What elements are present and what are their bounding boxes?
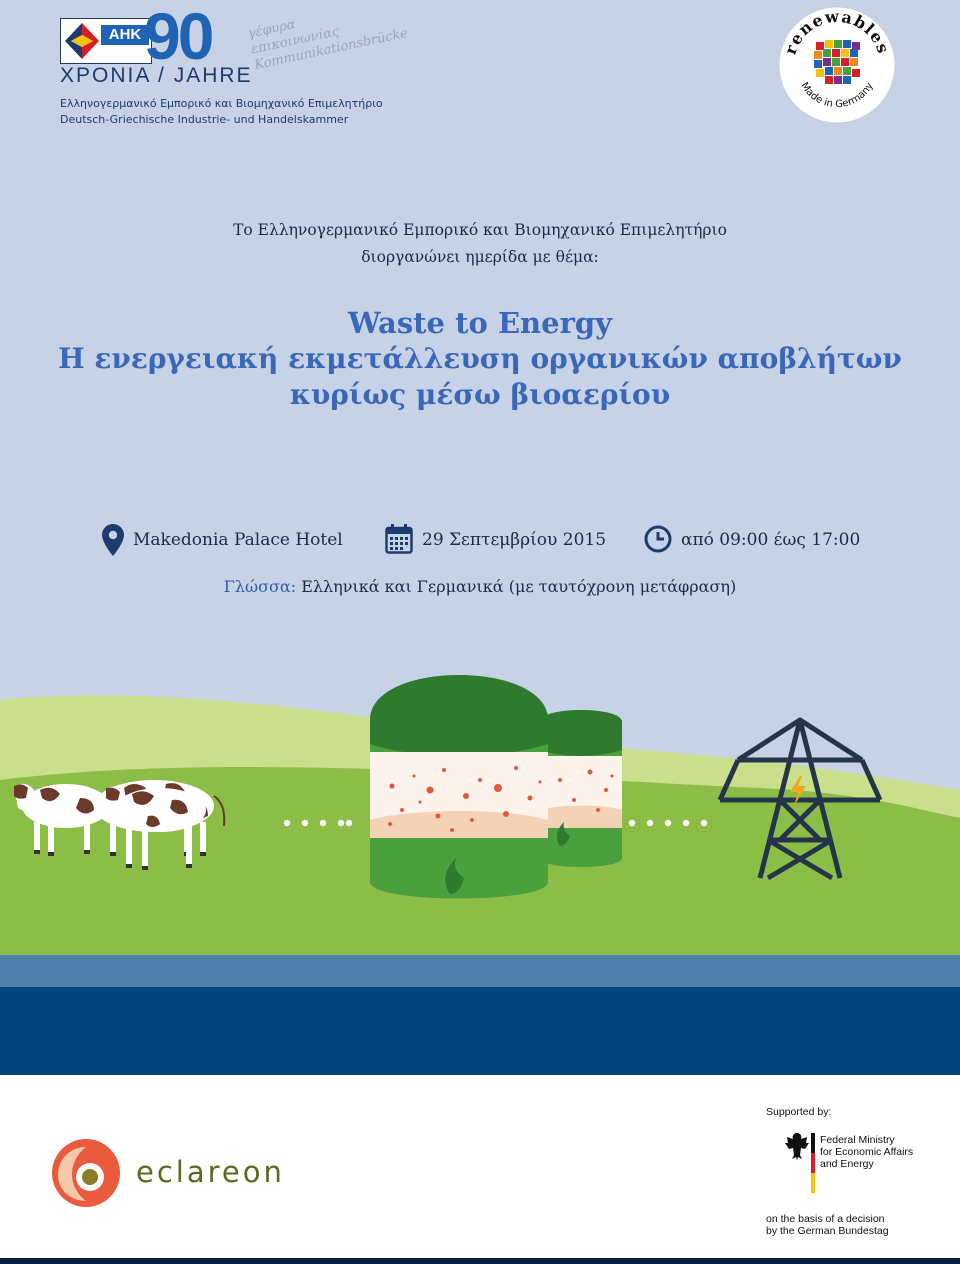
intro-line-2: διοργανώνει ημερίδα με θέμα: bbox=[361, 248, 599, 266]
basis-line-1: on the basis of a decision bbox=[766, 1213, 885, 1225]
language-label: Γλώσσα: bbox=[223, 577, 297, 596]
renewables-tagline: Made in Germany bbox=[798, 80, 876, 111]
clock-icon bbox=[644, 525, 672, 553]
ahk-name-german: Deutsch-Griechische Industrie- und Handelskammer bbox=[60, 113, 349, 126]
ahk-badge-text: AHK bbox=[101, 25, 149, 45]
title-english: Waste to Energy bbox=[348, 306, 612, 340]
date-text: 29 Σεπτεμβρίου 2015 bbox=[422, 530, 607, 550]
ahk-90-years-logo bbox=[60, 0, 410, 129]
eclareon-logo-icon bbox=[50, 1137, 122, 1209]
ministry-line-2: for Economic Affairs bbox=[820, 1146, 914, 1158]
bottom-strip bbox=[0, 1258, 960, 1264]
venue-text: Makedonia Palace Hotel bbox=[133, 530, 343, 550]
ahk-badge bbox=[60, 18, 152, 64]
eclareon-name: eclareon bbox=[136, 1155, 285, 1189]
supported-by-label: Supported by: bbox=[766, 1106, 832, 1118]
intro-line-1: Το Ελληνογερμανικό Εμπορικό και Βιομηχανικό Επιμελητήριο bbox=[233, 221, 727, 239]
biogas-tank-small bbox=[540, 710, 622, 867]
ahk-name-greek: Ελληνογερμανικό Εμπορικό και Βιομηχανικό Επιμελητήριο bbox=[60, 97, 383, 110]
title-greek-line-2: κυρίως μέσω βιοαερίου bbox=[289, 378, 671, 411]
intro-text bbox=[0, 217, 960, 271]
language-line bbox=[0, 577, 960, 596]
title-greek-line-1: Η ενεργειακή εκμετάλλευση οργανικών αποβλήτων bbox=[58, 342, 902, 375]
ministry-line-1: Federal Ministry bbox=[820, 1134, 895, 1146]
renewables-made-in-germany-badge bbox=[776, 4, 898, 126]
ahk-slogan: γέφυρα επικοινωνίας Kommunikationsbrücke bbox=[246, 17, 410, 74]
biogas-landscape-illustration bbox=[0, 640, 960, 955]
event-title bbox=[0, 305, 960, 413]
ahk-years: ΧΡΟΝΙΑ / JAHRE bbox=[60, 64, 253, 87]
federal-eagle-icon bbox=[784, 1131, 810, 1161]
time-text: από 09:00 έως 17:00 bbox=[681, 530, 861, 550]
language-value: Ελληνικά και Γερμανικά (με ταυτόχρονη μετάφραση) bbox=[301, 577, 737, 596]
location-pin-icon bbox=[102, 524, 124, 556]
renewables-word: renewables bbox=[780, 6, 894, 57]
german-flag-bar bbox=[811, 1133, 815, 1193]
footer bbox=[0, 1075, 960, 1264]
ahk-ninety: 90 bbox=[144, 0, 212, 73]
biogas-tank-large bbox=[370, 675, 548, 899]
calendar-icon bbox=[385, 524, 413, 554]
ahk-flag-icon bbox=[65, 23, 99, 59]
mid-blue-stripe bbox=[0, 955, 960, 987]
basis-line-2: by the German Bundestag bbox=[766, 1225, 889, 1237]
dark-blue-band bbox=[0, 987, 960, 1075]
ministry-line-3: and Energy bbox=[820, 1158, 874, 1170]
